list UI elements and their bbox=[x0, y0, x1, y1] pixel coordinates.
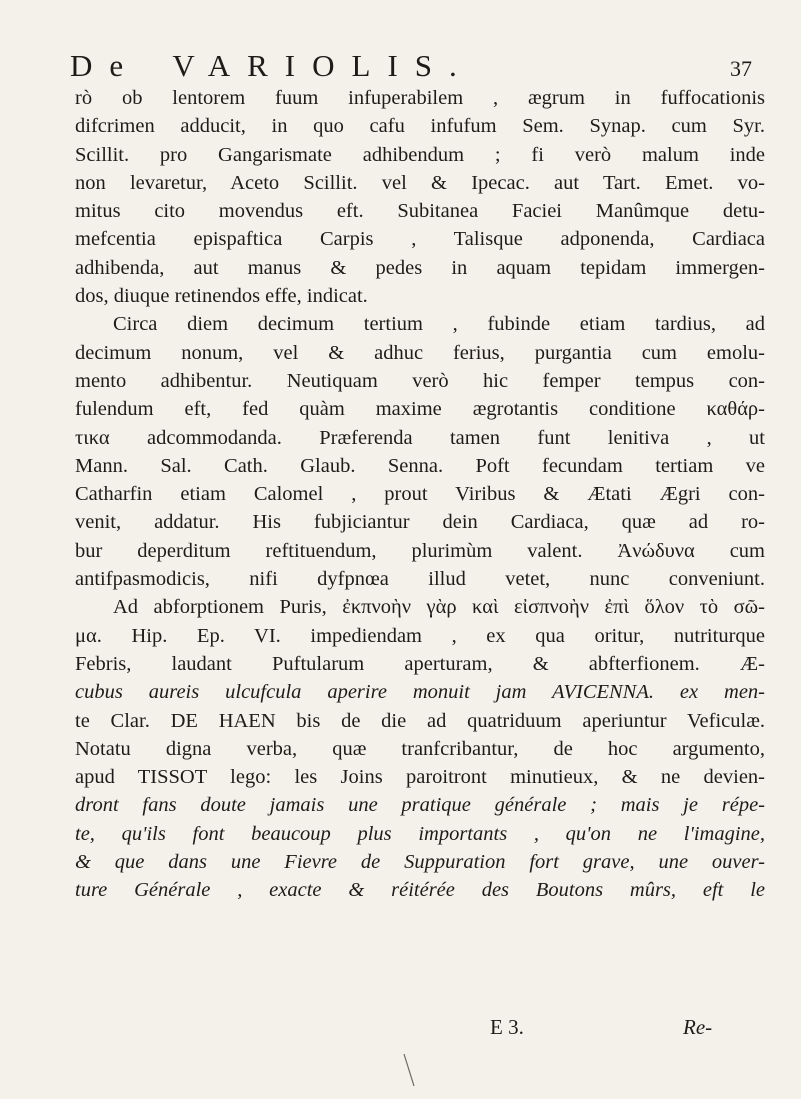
text-line: μα. Hip. Ep. VI. impediendam , ex qua oritur, nutriturque bbox=[75, 624, 765, 647]
text-line: mento adhibentur. Neutiquam verò hic femper tempus con- bbox=[75, 369, 765, 392]
text-line: Febris, laudant Puftularum aperturam, & abfterfionem. Æ- bbox=[75, 652, 765, 675]
text-line: rò ob lentorem fuum infuperabilem , ægrum in fuffocationis bbox=[75, 87, 765, 109]
page-header bbox=[70, 48, 760, 88]
text-line: venit, addatur. His fubjiciantur dein Cardiaca, quæ ad ro- bbox=[75, 511, 765, 534]
text-line: Circa diem decimum tertium , fubinde etiam tardius, ad bbox=[113, 313, 765, 336]
text-line: decimum nonum, vel & adhuc ferius, purgantia cum emolu- bbox=[75, 341, 765, 364]
text-line: Mann. Sal. Cath. Glaub. Senna. Poft fecundam tertiam ve bbox=[75, 454, 765, 477]
page-footer bbox=[75, 1015, 765, 1045]
text-line: Scillit. pro Gangarismate adhibendum ; fi verò malum inde bbox=[75, 143, 765, 166]
signature-mark: E 3. bbox=[490, 1015, 524, 1039]
text-line: mefcentia epispaftica Carpis , Talisque adponenda, Cardiaca bbox=[75, 228, 765, 251]
text-line: apud TISSOT lego: les Joins paroitront minutieux, & ne devien- bbox=[75, 766, 765, 789]
text-line: bur deperditum reftituendum, plurimùm valent. Ἀνώδυνα cum bbox=[75, 539, 765, 562]
text-line: te Clar. DE HAEN bis de die ad quatriduum aperiuntur Veficulæ. bbox=[75, 709, 765, 732]
text-line: dront fans doute jamais une pratique générale ; mais je répe- bbox=[75, 794, 765, 817]
text-line: & que dans une Fievre de Suppuration fort grave, une ouver- bbox=[75, 851, 765, 874]
text-line: cubus aureis ulcufcula aperire monuit jam AVICENNA. ex men- bbox=[75, 681, 765, 704]
page-number: 37 bbox=[730, 56, 752, 81]
text-line: Catharfin etiam Calomel , prout Viribus & Ætati Ægri con- bbox=[75, 483, 765, 506]
text-line: ture Générale , exacte & réitérée des Boutons mûrs, eft le bbox=[75, 879, 765, 902]
text-line: mitus cito movendus eft. Subitanea Faciei Manûmque detu- bbox=[75, 200, 765, 223]
text-line: te, qu'ils font beaucoup plus importants , qu'on ne l'imagine, bbox=[75, 822, 765, 845]
body-text bbox=[75, 84, 765, 905]
text-line: antifpasmodicis, nifi dyfpnœa illud vetet, nunc conveniunt. bbox=[75, 568, 765, 591]
text-line: Notatu digna verba, quæ tranfcribantur, de hoc argumento, bbox=[75, 737, 765, 760]
running-title: De VARIOLIS. bbox=[70, 48, 474, 83]
text-line: τικα adcommodanda. Præferenda tamen funt lenitiva , ut bbox=[75, 426, 765, 449]
catchword: Re- bbox=[683, 1015, 713, 1039]
text-line: dos, diuque retinendos effe, indicat. bbox=[75, 285, 368, 308]
text-line: fulendum eft, fed quàm maxime ægrotantis conditione καθάρ- bbox=[75, 398, 765, 421]
text-line: non levaretur, Aceto Scillit. vel & Ipecac. aut Tart. Emet. vo- bbox=[75, 171, 765, 194]
text-line: Ad abforptionem Puris, ἐκπνοὴν γὰρ καὶ εἰσπνοὴν ἐπὶ ὅλον τὸ σῶ- bbox=[113, 596, 765, 619]
text-line: difcrimen adducit, in quo cafu infufum Sem. Synap. cum Syr. bbox=[75, 115, 765, 138]
stray-ink-mark bbox=[402, 1052, 418, 1090]
text-line: adhibenda, aut manus & pedes in aquam tepidam immergen- bbox=[75, 256, 765, 279]
